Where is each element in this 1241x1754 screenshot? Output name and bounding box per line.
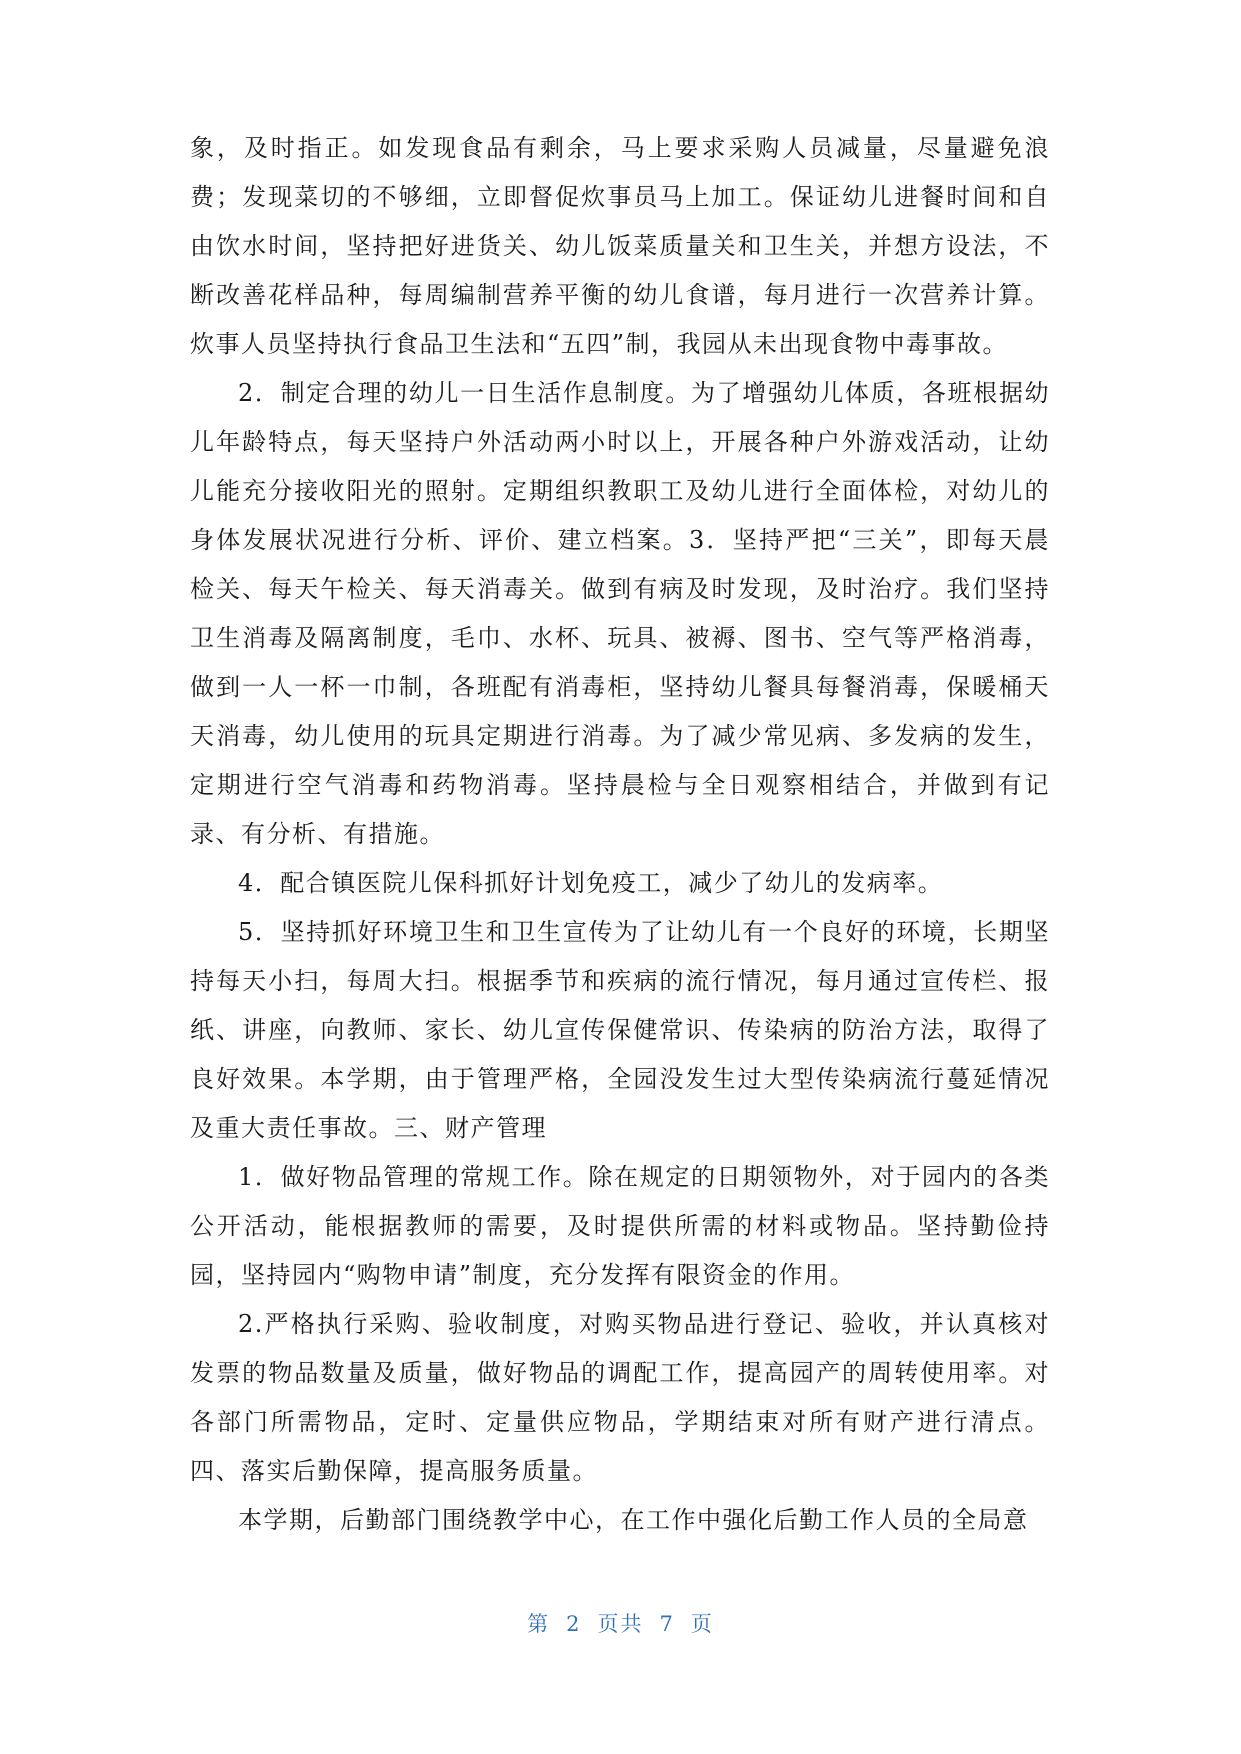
paragraph-3: 4．配合镇医院儿保科抓好计划免疫工，减少了幼儿的发病率。 [238,869,944,897]
paragraph-2: 2．制定合理的幼儿一日生活作息制度。为了增强幼儿体质，各班根据幼儿年龄特点，每天坚持户外活动两小时以上，开展各种户外游戏活动，让幼儿能充分接收阳光的照射。定期组织教职工及幼儿进行全面体检，对幼儿的身体发展状况进行分析、评价、建立档案。3．坚持严把“三关”，即每天晨检关、每天午检关、每天消毒关。做到有病及时发现，及时治疗。我们坚持卫生消毒及隔离制度，毛巾、水杯、玩具、被褥、图书、空气等严格消毒，做到一人一杯一巾制，各班配有消毒柜，坚持幼儿餐具每餐消毒，保暖桶天天消毒，幼儿使用的玩具定期进行消毒。为了减少常见病、多发病的发生，定期进行空气消毒和药物消毒。坚持晨检与全日观察相结合，并做到有记录、有分析、有措施。 [190,379,1050,848]
current-page-number: 2 [566,1612,582,1636]
document-body [190,124,1050,1545]
page-label-prefix: 第 [527,1612,551,1636]
page-label-middle: 页共 [597,1612,644,1636]
paragraph-1: 象，及时指正。如发现食品有剩余，马上要求采购人员减量，尽量避免浪费；发现菜切的不够细，立即督促炊事员马上加工。保证幼儿进餐时间和自由饮水时间，坚持把好进货关、幼儿饭菜质量关和卫生关，并想方设法，不断改善花样品种，每周编制营养平衡的幼儿食谱，每月进行一次营养计算。炊事人员坚持执行食品卫生法和“五四”制，我园从未出现食物中毒事故。 [190,134,1050,358]
total-pages-number: 7 [659,1612,675,1636]
paragraph-4: 5．坚持抓好环境卫生和卫生宣传为了让幼儿有一个良好的环境，长期坚持每天小扫，每周大扫。根据季节和疾病的流行情况，每月通过宣传栏、报纸、讲座，向教师、家长、幼儿宣传保健常识、传染病的防治方法，取得了良好效果。本学期，由于管理严格，全园没发生过大型传染病流行蔓延情况及重大责任事故。三、财产管理 [190,918,1050,1142]
paragraph-7: 本学期，后勤部门围绕教学中心，在工作中强化后勤工作人员的全局意 [238,1506,1029,1534]
paragraph-5: 1．做好物品管理的常规工作。除在规定的日期领物外，对于园内的各类公开活动，能根据教师的需要，及时提供所需的材料或物品。坚持勤俭持园，坚持园内“购物申请”制度，充分发挥有限资金的作用。 [190,1163,1050,1289]
paragraph-6: 2.严格执行采购、验收制度，对购买物品进行登记、验收，并认真核对发票的物品数量及质量，做好物品的调配工作，提高园产的周转使用率。对各部门所需物品，定时、定量供应物品，学期结束对所有财产进行清点。四、落实后勤保障，提高服务质量。 [190,1310,1050,1485]
page-number-footer [0,1608,1241,1638]
page-label-suffix: 页 [690,1612,714,1636]
